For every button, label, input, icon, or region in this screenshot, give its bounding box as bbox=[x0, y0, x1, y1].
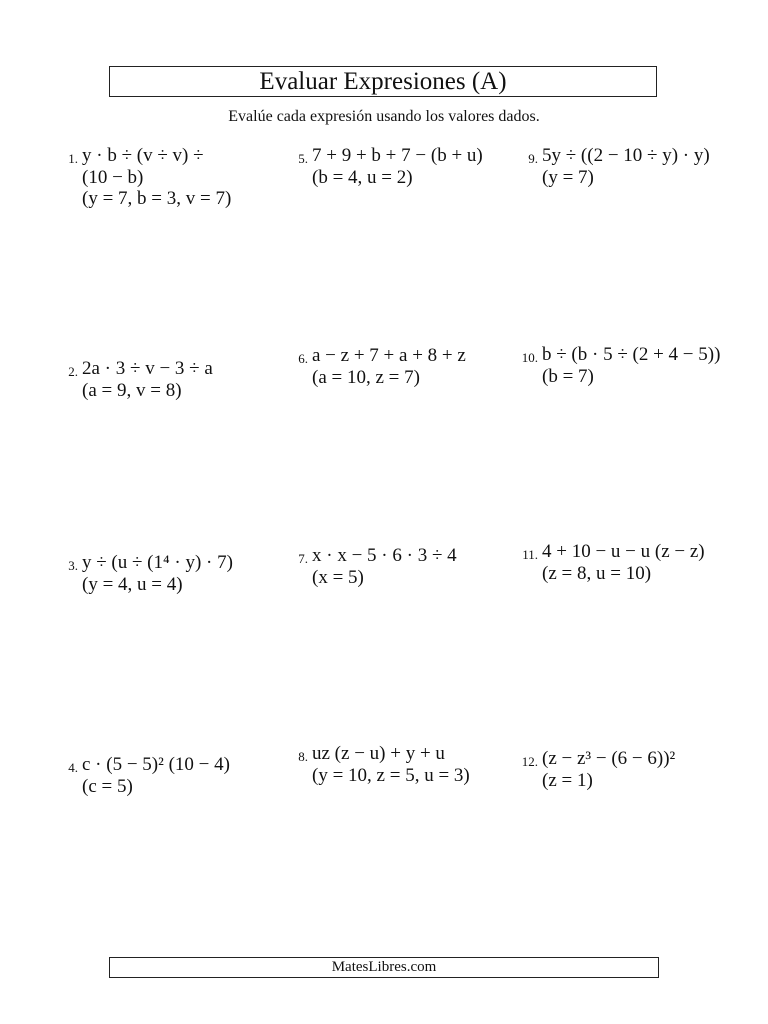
problem-expression: y ÷ (u ÷ (1⁴ · y) · 7) bbox=[82, 552, 233, 573]
problem-values: (z = 1) bbox=[542, 769, 593, 791]
problem-number: 2. bbox=[68, 364, 78, 379]
problem-number: 4. bbox=[68, 760, 78, 775]
problem-9 bbox=[512, 145, 710, 188]
problem-expression: (z − z³ − (6 − 6))² bbox=[542, 748, 676, 769]
problem-expression: a − z + 7 + a + 8 + z bbox=[312, 345, 466, 366]
problem-number: 10. bbox=[521, 350, 538, 365]
problem-number: 9. bbox=[528, 151, 538, 166]
problem-7 bbox=[282, 545, 457, 588]
problem-expression: 4 + 10 − u − u (z − z) bbox=[542, 541, 705, 562]
problem-expression: uz (z − u) + y + u bbox=[312, 743, 445, 764]
problem-6 bbox=[282, 345, 466, 388]
footer-site-text: MatesLibres.com bbox=[331, 959, 437, 975]
problem-expression: x · x − 5 · 6 · 3 ÷ 4 bbox=[312, 545, 457, 566]
problem-number: 3. bbox=[68, 558, 78, 573]
problem-values: (b = 7) bbox=[542, 365, 594, 387]
problem-number: 1. bbox=[68, 151, 78, 166]
problem-values: (y = 7) bbox=[542, 166, 594, 188]
problem-number: 12. bbox=[521, 754, 538, 769]
footer-site bbox=[109, 957, 659, 978]
problem-expression: c · (5 − 5)² (10 − 4) bbox=[82, 754, 230, 775]
problem-values: (y = 7, b = 3, v = 7) bbox=[82, 188, 232, 209]
problem-expression-continued: (10 − b) bbox=[82, 166, 144, 188]
problem-values: (b = 4, u = 2) bbox=[312, 166, 413, 188]
problem-expression: y · b ÷ (v ÷ v) ÷ bbox=[82, 145, 204, 166]
problem-number: 6. bbox=[298, 351, 308, 366]
problem-expression: 5y ÷ ((2 − 10 ÷ y) · y) bbox=[542, 145, 710, 166]
problem-number: 8. bbox=[298, 749, 308, 764]
problem-expression: b ÷ (b · 5 ÷ (2 + 4 − 5)) bbox=[542, 344, 721, 365]
problem-expression: 7 + 9 + b + 7 − (b + u) bbox=[312, 145, 483, 166]
problem-expression: 2a · 3 ÷ v − 3 ÷ a bbox=[82, 358, 213, 379]
problem-values: (z = 8, u = 10) bbox=[542, 562, 652, 584]
problem-4 bbox=[52, 754, 230, 797]
instructions: Evalúe cada expresión usando los valores dados. bbox=[228, 108, 540, 125]
problem-number: 5. bbox=[298, 151, 308, 166]
problem-2 bbox=[52, 358, 213, 401]
problem-number: 7. bbox=[298, 551, 308, 566]
worksheet-title bbox=[109, 66, 657, 97]
problem-values: (c = 5) bbox=[82, 775, 133, 797]
problem-12 bbox=[512, 748, 675, 791]
worksheet-title-text: Evaluar Expresiones (A) bbox=[259, 67, 507, 95]
problem-11 bbox=[512, 541, 705, 584]
problem-values: (a = 10, z = 7) bbox=[312, 366, 420, 388]
problem-number: 11. bbox=[522, 547, 538, 562]
problem-1 bbox=[52, 145, 231, 210]
problem-5 bbox=[282, 145, 483, 188]
problem-values: (y = 4, u = 4) bbox=[82, 573, 183, 595]
problem-8 bbox=[282, 743, 470, 786]
problem-3 bbox=[52, 552, 233, 595]
problem-values: (y = 10, z = 5, u = 3) bbox=[312, 764, 470, 786]
problem-10 bbox=[512, 344, 720, 387]
problem-values: (x = 5) bbox=[312, 566, 364, 588]
problem-values: (a = 9, v = 8) bbox=[82, 379, 182, 401]
